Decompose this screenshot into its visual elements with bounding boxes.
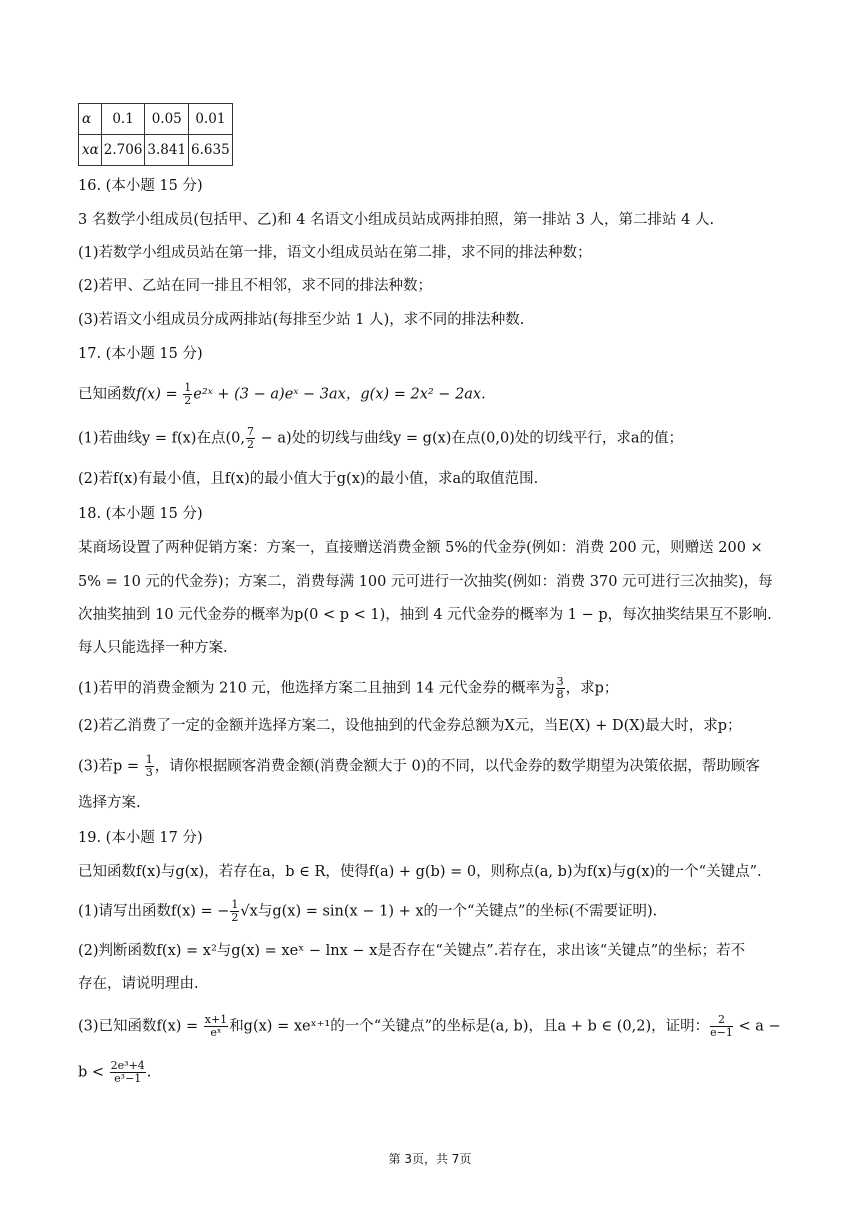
critical-value-table [78,103,233,166]
text: ，求p； [565,680,619,697]
question-18-line-1: 某商场设置了两种促销方案：方案一，直接赠送消费金额 5%的代金券(例如：消费 200 元，则赠送 200 × [78,540,763,556]
question-18-part-3-cont: 选择方案. [78,795,141,811]
table-cell: 0.01 [189,104,233,135]
question-19-heading: 19. (本小题 17 分) [78,830,203,846]
question-17-stem [78,382,486,407]
table-cell: 2.706 [101,135,145,166]
question-19-part-2-cont: 存在，请说明理由. [78,976,199,992]
table-cell: 6.635 [189,135,233,166]
table-row [79,135,233,166]
text: . [146,1064,152,1081]
text: b < [78,1064,109,1081]
question-18-line-4: 每人只能选择一种方案. [78,640,228,656]
question-16-part-1: (1)若数学小组成员站在第一排，语文小组成员站在第二排，求不同的排法种数； [78,245,592,261]
question-19-part-1 [78,899,657,924]
text: ，请你根据顾客消费金额(消费金额大于 0)的不同，以代金券的数学期望为决策依据，帮助顾客 [154,758,760,775]
text: 和g(x) = xeˣ⁺¹的一个“关键点”的坐标是(a, b)，且a + b ∈ (0,2)，证明： [229,1018,710,1035]
stem-text: 已知函数 [78,386,136,403]
text: (1)若曲线y = f(x)在点(0, [78,430,245,447]
text: √x与g(x) = sin(x − 1) + x的一个“关键点”的坐标(不需要证明). [240,903,658,920]
text: (3)已知函数f(x) = [78,1018,203,1035]
question-16-part-3: (3)若语文小组成员分成两排站(每排至少站 1 人)，求不同的排法种数. [78,312,525,328]
formula: e²ˣ + (3 − a)eˣ − 3ax，g(x) = 2x² − 2ax. [193,386,486,403]
fraction: $\frac{x+1}{\text{eˣ}}$ [204,1013,228,1039]
question-19-stem: 已知函数f(x)与g(x)，若存在a，b ∈ R，使得f(a) + g(b) = 0，则称点(a, b)为f(x)与g(x)的一个“关键点”. [78,864,762,880]
question-17-heading: 17. (本小题 15 分) [78,346,203,362]
text: (3)若p = [78,758,144,775]
formula: f(x) = [136,386,183,403]
question-17-part-2: (2)若f(x)有最小值，且f(x)的最小值大于g(x)的最小值，求a的取值范围. [78,471,539,487]
question-19-part-2: (2)判断函数f(x) = x²与g(x) = xeˣ − lnx − x是否存在“关键点”.若存在，求出该“关键点”的坐标；若不 [78,943,746,959]
fraction: $\frac{3}{8}$ [556,675,564,701]
fraction: $\frac{1}{3}$ [145,753,153,779]
question-16-stem: 3 名数学小组成员(包括甲、乙)和 4 名语文小组成员站成两排拍照，第一排站 3 人，第二排站 4 人. [78,212,715,228]
question-18-part-3 [78,754,760,779]
question-18-line-3: 次抽奖抽到 10 元代金券的概率为p(0 < p < 1)，抽到 4 元代金券的概率为 1 − p，每次抽奖结果互不影响. [78,607,772,623]
text: (1)若甲的消费金额为 210 元，他选择方案二且抽到 14 元代金券的概率为 [78,680,555,697]
question-18-part-2: (2)若乙消费了一定的金额并选择方案二，设他抽到的代金券总额为X元，当E(X) + D(X)最大时，求p； [78,718,742,734]
fraction: $\frac{1}{2}$ [184,381,192,407]
fraction: $\frac{1}{2}$ [231,898,239,924]
text: − a)处的切线与曲线y = g(x)在点(0,0)处的切线平行，求a的值； [255,430,683,447]
table-cell: α [79,104,102,135]
table-cell: 3.841 [145,135,189,166]
question-18-heading: 18. (本小题 15 分) [78,506,203,522]
question-19-part-3 [78,1014,781,1039]
question-18-line-2: 5% = 10 元的代金券)；方案二，消费每满 100 元可进行一次抽奖(例如：消费 370 元可进行三次抽奖)，每 [78,574,773,590]
question-16-heading: 16. (本小题 15 分) [78,178,203,194]
table-row [79,104,233,135]
question-16-part-2: (2)若甲、乙站在同一排且不相邻，求不同的排法种数； [78,278,433,294]
table-cell: 0.05 [145,104,189,135]
fraction: $\frac{2}{e-1}$ [710,1013,733,1039]
text: (1)请写出函数f(x) = − [78,903,230,920]
text: < a − [733,1018,781,1035]
table-cell: xα [79,135,102,166]
fraction: $\frac{7}{2}$ [246,425,254,451]
table-cell: 0.1 [101,104,145,135]
question-17-part-1 [78,426,683,451]
fraction: $\frac{\text{2e³+4}}{\text{e³−1}}$ [110,1059,145,1085]
question-18-part-1 [78,676,618,701]
page-footer: 第 3页，共 7页 [388,1152,472,1166]
question-19-part-3-cont [78,1060,151,1085]
